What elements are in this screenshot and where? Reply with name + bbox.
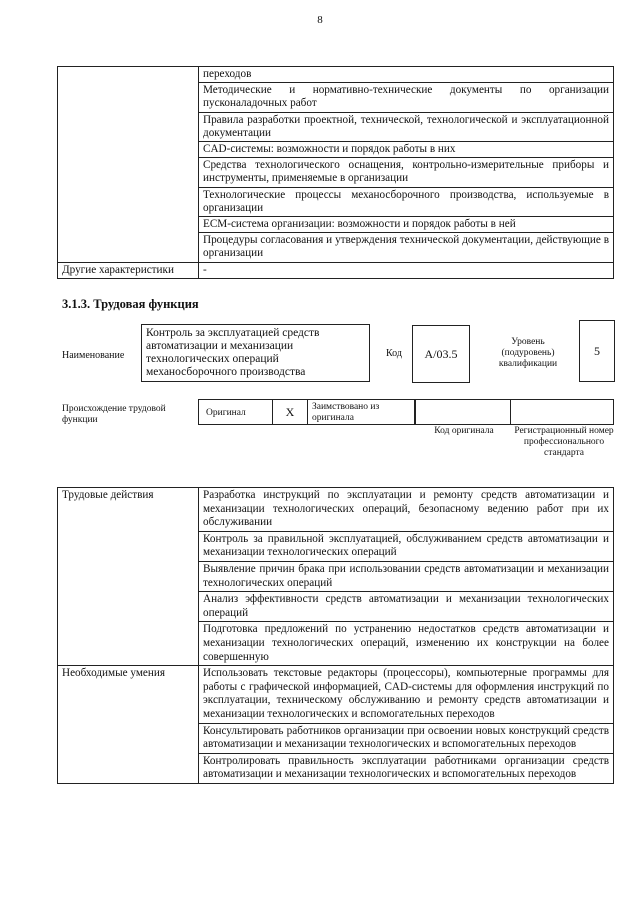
- action-item: Контроль за правильной эксплуатацией, обслуживанием средств автоматизации и механизации технологических операций: [199, 531, 614, 561]
- original-code-box: [415, 399, 510, 425]
- origin-label: Происхождение трудовой функции: [62, 404, 166, 425]
- level-label: Уровень (подуровень) квалификации: [498, 337, 558, 369]
- section-title: 3.1.3. Трудовая функция: [62, 297, 199, 311]
- table-row: [58, 488, 614, 532]
- page-number: 8: [317, 14, 323, 26]
- table-row: [58, 666, 614, 723]
- origin-row: [198, 399, 415, 425]
- knowledge-item: Процедуры согласования и утверждения технической документации, действующие в организации: [199, 233, 614, 262]
- other-characteristics-label: Другие характеристики: [58, 262, 199, 278]
- name-label: Наименование: [62, 350, 125, 361]
- action-item: Подготовка предложений по устранению недостатков средств автоматизации и механизации технологических операций, изменению их конструкции на более совершенную: [199, 622, 614, 666]
- actions-skills-table: [57, 487, 614, 784]
- skill-item: Консультировать работников организации при освоении новых конструкций средств автоматизации и механизации технологических и вспомогательных переходов: [199, 723, 614, 753]
- original-label: Оригинал: [206, 408, 246, 418]
- original-mark: X: [272, 400, 308, 424]
- knowledge-table: [57, 66, 614, 279]
- knowledge-item: Правила разработки проектной, технической, технологической и эксплуатационной документации: [199, 112, 614, 141]
- level-value-box: 5: [579, 320, 615, 382]
- skills-label: Необходимые умения: [58, 666, 199, 784]
- table-row: [58, 67, 614, 83]
- reg-number-label: Регистрационный номер профессионального стандарта: [514, 426, 614, 458]
- other-characteristics-value: -: [199, 262, 614, 278]
- skill-item: Контролировать правильность эксплуатации работниками организации средств автоматизации и механизации технологических и вспомогательных переходов: [199, 753, 614, 783]
- skill-item: Использовать текстовые редакторы (процессоры), компьютерные программы для работы с графической информацией, CAD-системы для оформления инструкций по эксплуатации, техническому обслуживанию и ремонту средств автоматизации и механизации технологических и вспомогательных переходов: [199, 666, 614, 723]
- action-item: Разработка инструкций по эксплуатации и ремонту средств автоматизации и механизации технологических операций, безопасному ведению работ при их обслуживании: [199, 488, 614, 532]
- action-item: Анализ эффективности средств автоматизации и механизации технологических операций: [199, 592, 614, 622]
- code-label: Код: [386, 348, 402, 359]
- knowledge-item: Средства технологического оснащения, контрольно-измерительные приборы и инструменты, применяемые в организации: [199, 158, 614, 187]
- actions-label: Трудовые действия: [58, 488, 199, 666]
- code-value-box: А/03.5: [412, 325, 470, 383]
- knowledge-item: ECM-система организации: возможности и порядок работы в ней: [199, 217, 614, 233]
- action-item: Выявление причин брака при использовании средств автоматизации и механизации технологических операций: [199, 561, 614, 591]
- knowledge-item: Технологические процессы механосборочного производства, используемые в организации: [199, 187, 614, 216]
- knowledge-item: переходов: [199, 67, 614, 83]
- knowledge-item: Методические и нормативно-технические документы по организации пусконаладочных работ: [199, 83, 614, 112]
- table-row: [58, 262, 614, 278]
- reg-number-box: [510, 399, 614, 425]
- original-code-label: Код оригинала: [434, 426, 494, 436]
- borrowed-label: Заимствовано из оригинала: [312, 402, 380, 423]
- knowledge-item: CAD-системы: возможности и порядок работы в них: [199, 142, 614, 158]
- knowledge-label-cell: [58, 67, 199, 263]
- function-name-box: Контроль за эксплуатацией средств автоматизации и механизации технологических операций механосборочного производства: [141, 324, 370, 382]
